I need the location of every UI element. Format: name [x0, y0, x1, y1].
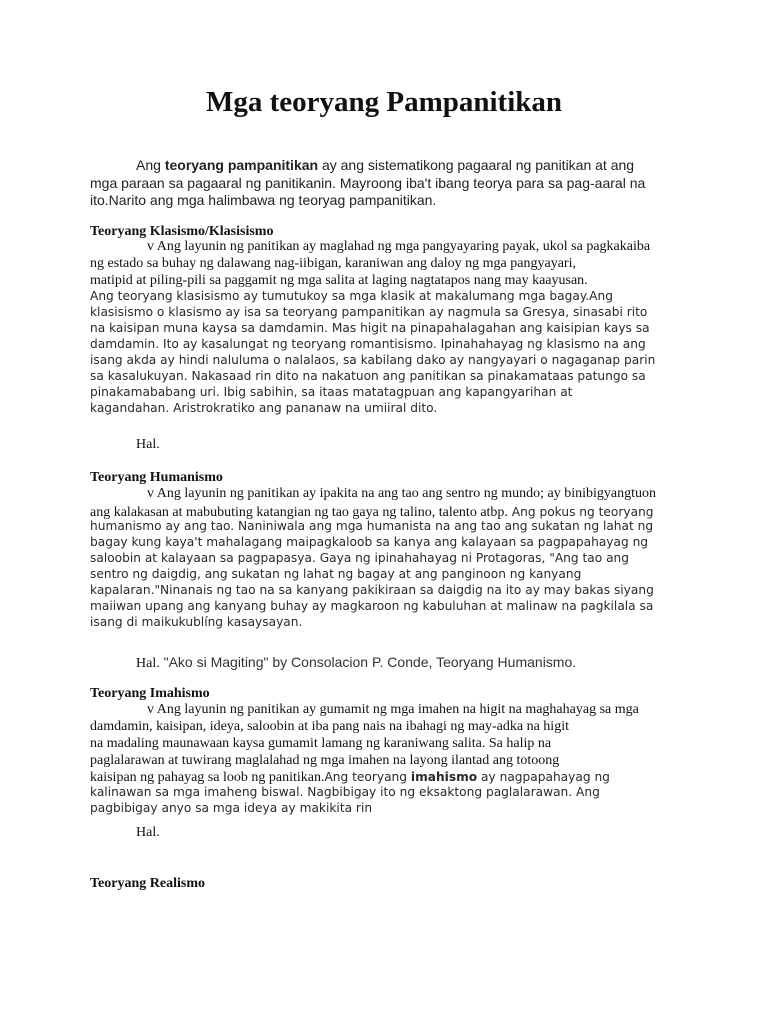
intro-text: ay ang sistematikong pagaaral ng panitikan at ang — [318, 157, 635, 173]
example-label: Hal. — [136, 437, 160, 452]
imahismo-line — [90, 768, 610, 786]
imahismo-text: Ang teoryang — [324, 770, 411, 784]
imahismo-line: v Ang layunin ng panitikan ay gumamit ng mga imahen na higit na maghahayag sa mga — [147, 702, 639, 717]
klasismo-line: klasisismo o klasismo ay isa sa teoryang pampanitikan ay nagmula sa Gresya, sinasabi rito — [90, 305, 648, 319]
intro-bold-term: teoryang pampanitikan — [164, 157, 319, 173]
humanismo-line: sentro ng daigdig, ang sukatan ng lahat ng bagay at ang panginoon ng kanyang — [90, 567, 582, 581]
imahismo-line: na madaling maunawaan kaysa gumamit lamang ng karaniwang salita. Sa halip na — [90, 736, 552, 751]
klasismo-line: ng estado sa buhay ng dalawang nag-iibigan, karaniwan ang daloy ng mga pangyayari, — [90, 256, 576, 271]
klasismo-line: pinakamababang uri. Ibig sabihin, sa itaas matatagpuan ang kapangyarihan at — [90, 385, 573, 399]
intro-line-2: mga paraan sa pagaaral ng panitikanin. Mayroong iba't ibang teorya para sa pag-aaral na — [90, 175, 646, 191]
intro-text: Ang — [136, 157, 165, 173]
klasismo-line: v Ang layunin ng panitikan ay maglahad ng mga pangyayaring payak, ukol sa pagkakaiba — [147, 239, 651, 254]
section-heading-humanismo: Teoryang Humanismo — [90, 470, 223, 485]
humanismo-line: v Ang layunin ng panitikan ay ipakita na ang tao ang sentro ng mundo; ay binibigyangtuon — [147, 486, 656, 501]
intro-line-1 — [136, 157, 634, 173]
humanismo-text: Ang pokus ng teoryang — [507, 505, 654, 519]
imahismo-text: kaisipan ng pahayag sa loob ng panitikan. — [90, 770, 325, 785]
humanismo-line: isang di maikukublíng kasaysayan. — [90, 615, 303, 629]
imahismo-line: damdamin, kaisipan, ideya, saloobin at iba pang nais na ibahagi ng may-adka na higit — [90, 719, 569, 734]
example-text: "Ako si Magiting" by Consolacion P. Conde, Teoryang Humanismo. — [159, 654, 577, 670]
imahismo-text: ay nagpapahayag ng — [477, 770, 610, 784]
humanismo-text: ang kalakasan at mabubuting katangian ng tao gaya ng talino, talento atbp. — [90, 505, 508, 520]
klasismo-line: kagandahan. Aristrokratiko ang pananaw na umiiral dito. — [90, 401, 438, 415]
humanismo-line: kapalaran."Ninanais ng tao na sa kanyang pakikiraan sa daigdig na ito ay may bakas siyang — [90, 583, 654, 597]
section-heading-imahismo: Teoryang Imahismo — [90, 686, 210, 701]
klasismo-line: isang akda ay hindi naluluma o nalalaos, sa kabilang dako ay nangyayari o nagaganap parin — [90, 353, 656, 367]
example-label: Hal. — [136, 825, 160, 840]
klasismo-line: damdamin. Ito ay kasalungat ng teoryang romantisismo. Ipinahahayag ng klasismo na ang — [90, 337, 646, 351]
klasismo-line: Ang teoryang klasisismo ay tumutukoy sa mga klasik at makalumang mga bagay.Ang — [90, 289, 613, 303]
imahismo-line: paglalarawan at tuwirang maglalahad ng mga imahen na layong ilantad ang totoong — [90, 753, 560, 768]
humanismo-line: maiiwan upang ang kanyang buhay ay magkaroon ng kabuluhan at malinaw na pagkilala sa — [90, 599, 654, 613]
imahismo-line: kalinawan sa mga imaheng biswal. Nagbibigay ito ng eksaktong paglalarawan. Ang — [90, 785, 600, 799]
humanismo-line: bagay kung kaya't mahalagang maipagkaloob sa kanya ang kalayaan sa pagpapahayag ng — [90, 535, 649, 549]
section-heading-klasismo: Teoryang Klasismo/Klasisismo — [90, 224, 274, 239]
imahismo-bold-term: imahismo — [410, 770, 478, 784]
intro-line-3: ito.Narito ang mga halimbawa ng teoryag pampanitikan. — [90, 192, 437, 208]
klasismo-line: matipid at piling-pili sa paggamit ng mga salita at laging nagtatapos nang may kaayusan. — [90, 273, 588, 288]
klasismo-line: na kaisipan muna kaysa sa damdamin. Mas higit na pinapahalagahan ang kaisipian kays sa — [90, 321, 650, 335]
humanismo-line: saloobin at kalayaan sa pagpapasya. Gaya ng ipinahahayag ni Protagoras, "Ang tao ang — [90, 551, 629, 565]
example-label: Hal. — [136, 656, 160, 671]
section-heading-realismo: Teoryang Realismo — [90, 876, 205, 891]
humanismo-line: humanismo ay ang tao. Naniniwala ang mga humanista na ang tao ang sukatan ng lahat ng — [90, 519, 654, 533]
example-line — [136, 654, 576, 672]
page-title: Mga teoryang Pampanitikan — [205, 86, 563, 118]
imahismo-line: pagbibigay anyo sa mga ideya ay makikita rin — [90, 801, 373, 815]
klasismo-line: sa kasalukuyan. Nakasaad rin dito na nakatuon ang panitikan sa pinakamataas patungo sa — [90, 369, 646, 383]
